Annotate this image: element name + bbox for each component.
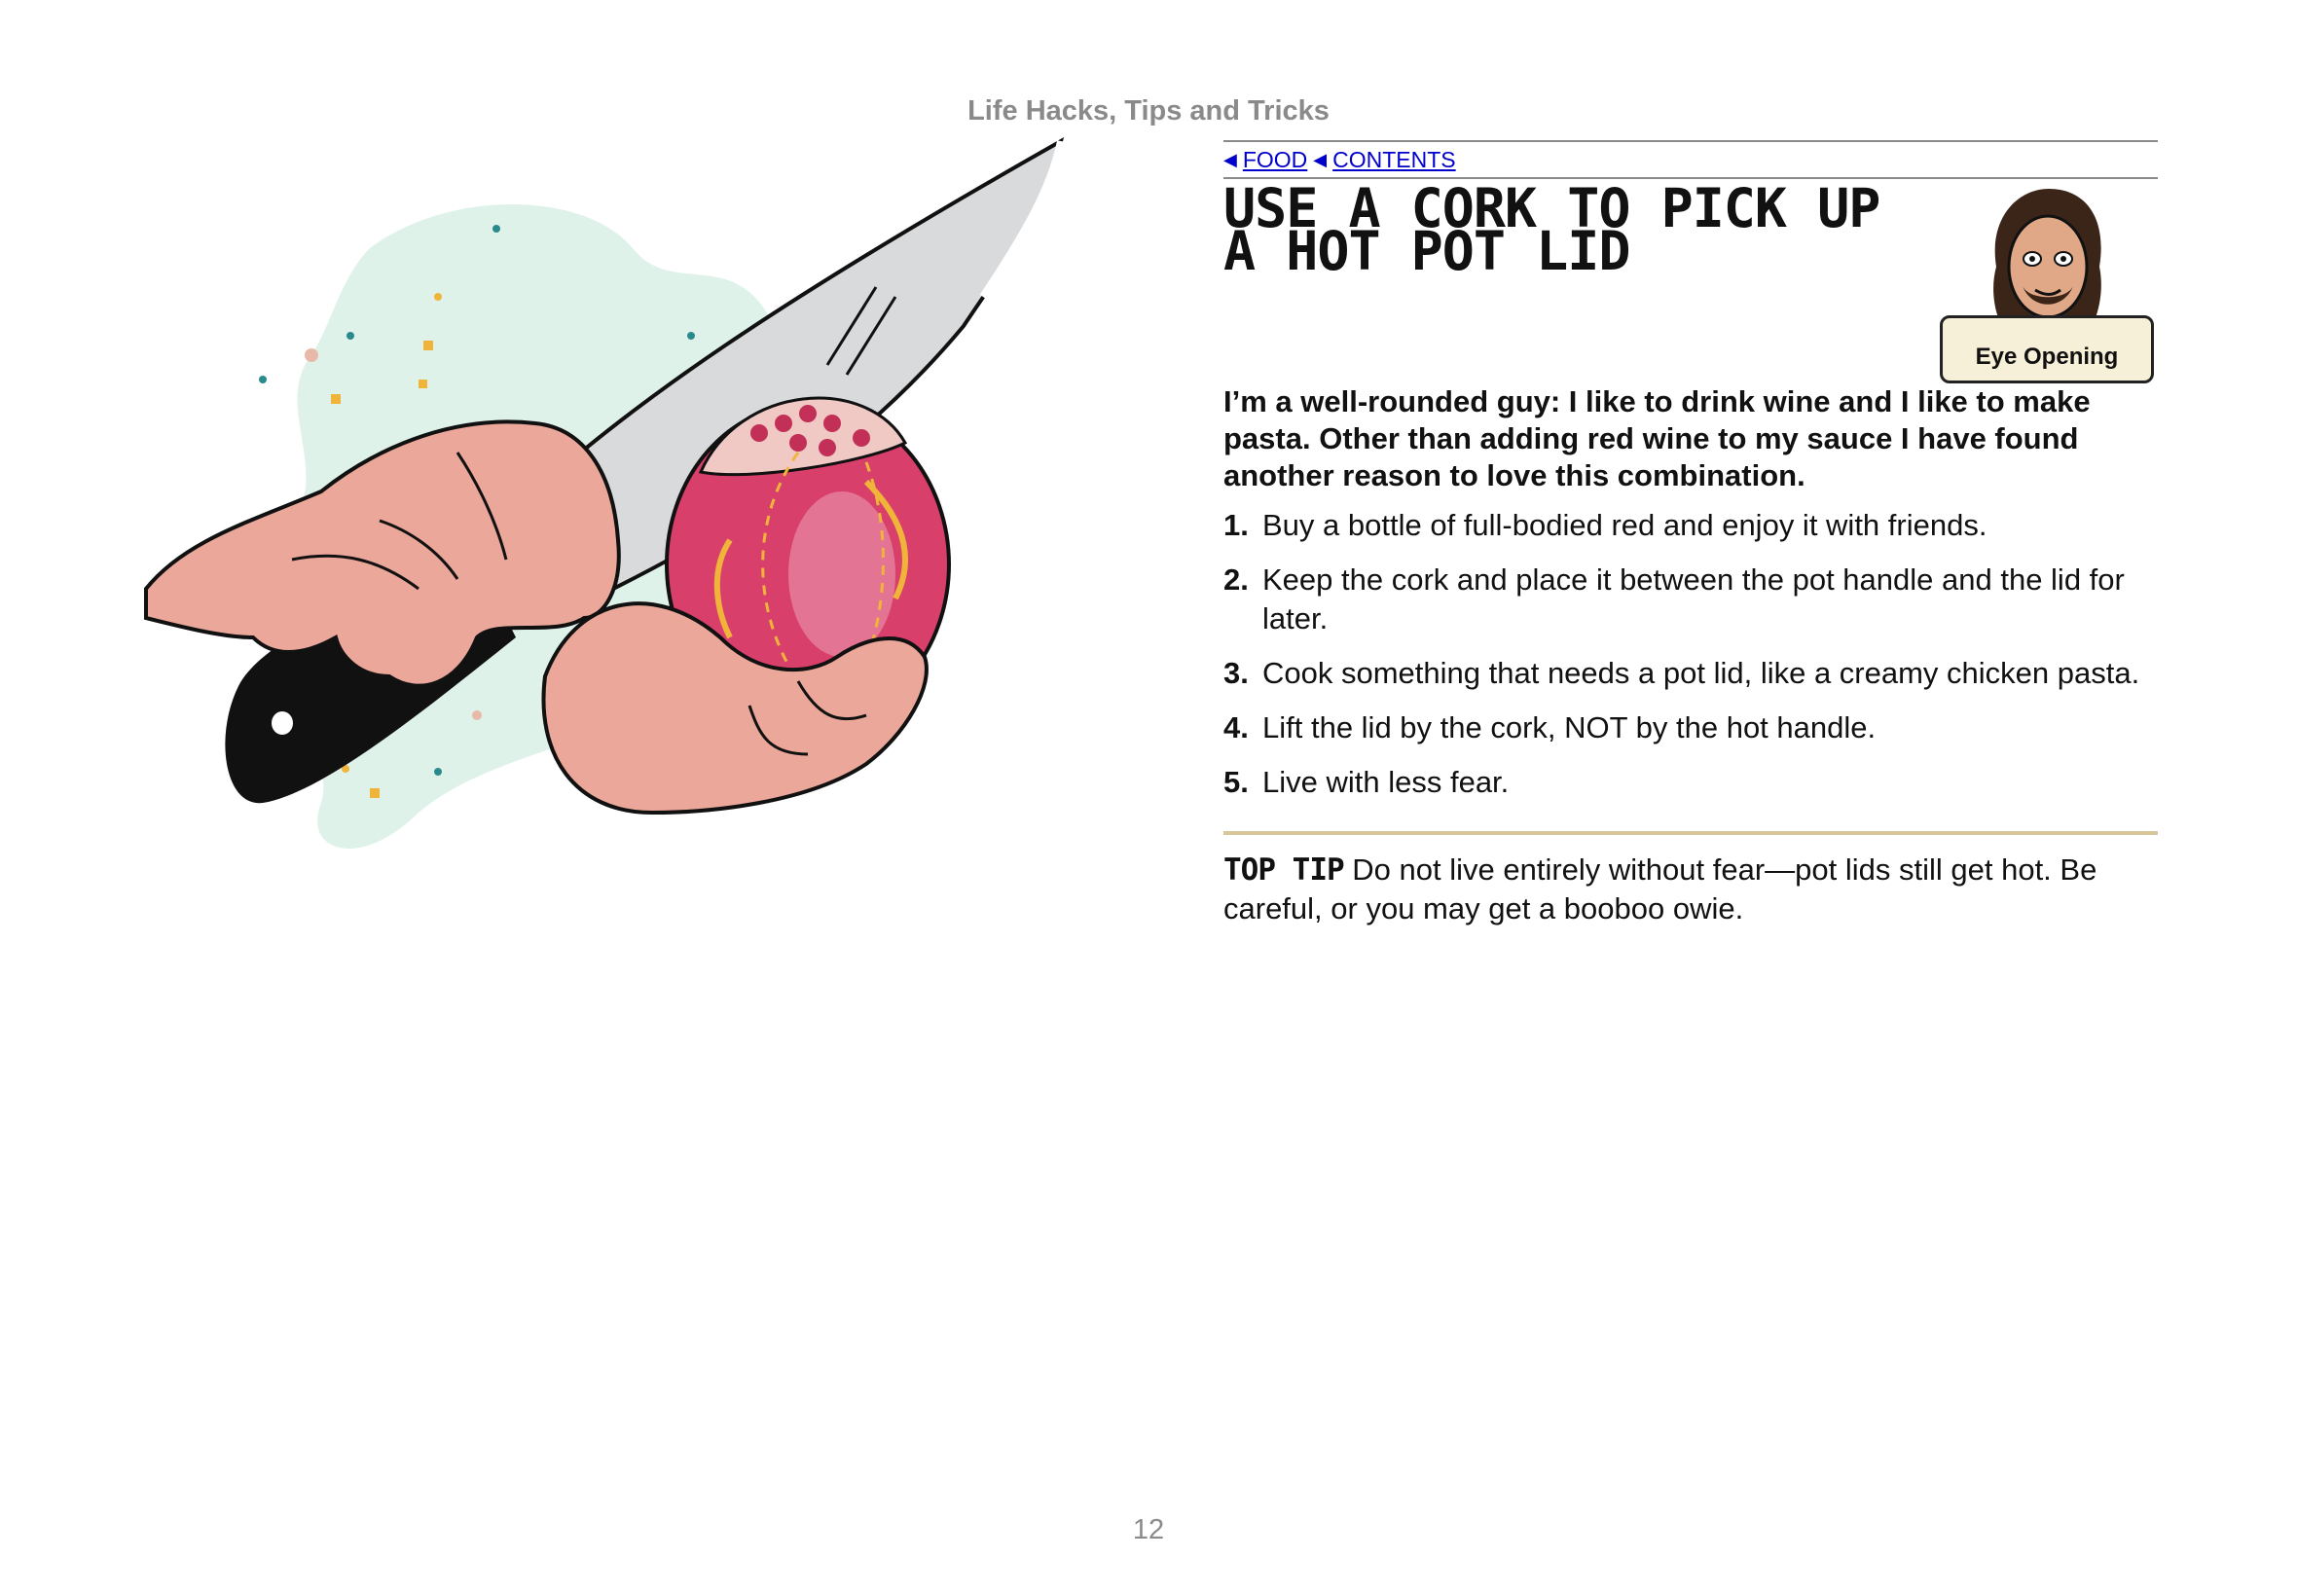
list-item: 3. Cook something that needs a pot lid, like a creamy chicken pasta. [1223, 656, 2140, 690]
running-head: Life Hacks, Tips and Tricks [967, 95, 1330, 127]
list-item: 4. Lift the lid by the cork, NOT by the hot handle. [1223, 710, 1877, 744]
list-item: 1. Buy a bottle of full-bodied red and enjoy it with friends. [1223, 508, 1987, 542]
page-title: USE A CORK TO PICK UP A HOT POT LID [1223, 177, 1880, 282]
title-area [1223, 179, 2158, 383]
intro-paragraph: I’m a well-rounded guy: I like to drink wine and I like to make pasta. Other than adding red wine to my sauce I have found another reason to love this combination. [1223, 384, 2091, 492]
back-arrow-icon: ◀ [1223, 150, 1237, 169]
list-item: 2. Keep the cork and place it between the pot handle and the lid for later. [1223, 562, 2125, 635]
top-tip-label: TOP TIP [1223, 852, 1344, 888]
badge-label: Eye Opening [1940, 315, 2154, 383]
knife-pomegranate-illustration [127, 131, 1080, 900]
top-tip [1223, 851, 2158, 928]
back-arrow-icon: ◀ [1313, 150, 1328, 169]
article [1223, 140, 2158, 928]
page-number: 12 [1132, 1514, 1165, 1545]
list-item: 5. Live with less fear. [1223, 765, 1510, 799]
top-tip-text: Do not live entirely without fear—pot lids still get hot. Be careful, or you may get a booboo owie. [1223, 852, 2097, 925]
food-link[interactable]: FOOD [1242, 147, 1308, 172]
author-badge [1940, 189, 2152, 383]
contents-link[interactable]: CONTENTS [1332, 147, 1456, 172]
steps-list [1223, 506, 2158, 802]
breadcrumb-nav [1223, 140, 2158, 179]
divider [1223, 831, 2158, 835]
